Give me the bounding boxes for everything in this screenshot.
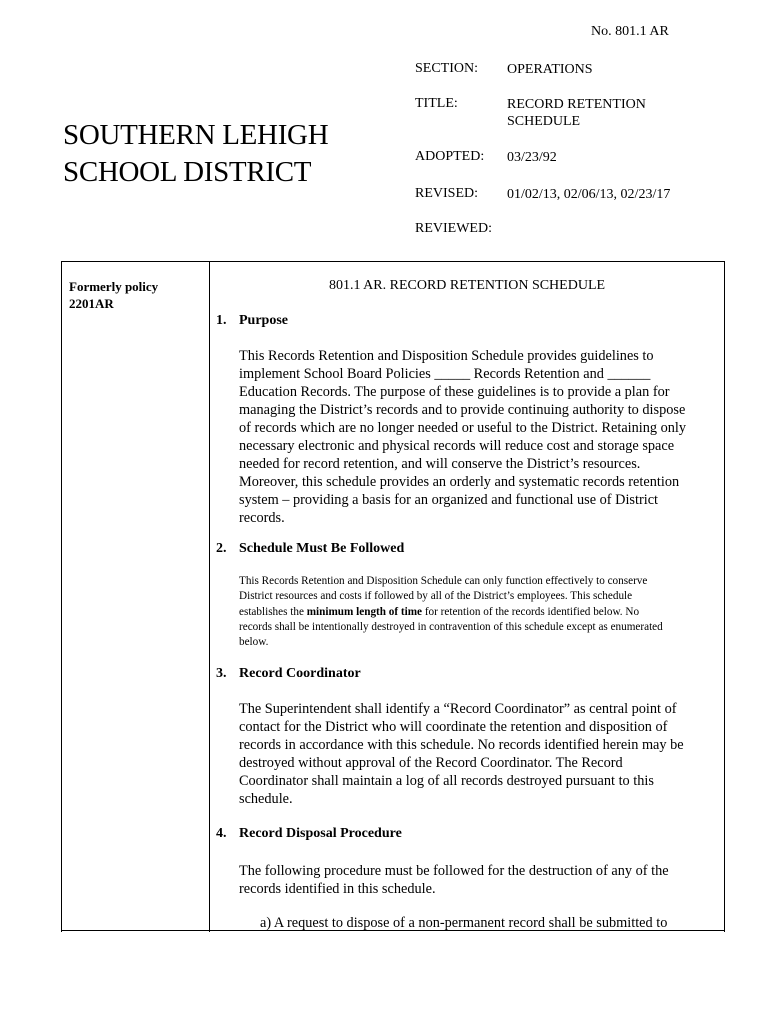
section-2-line bbox=[239, 605, 719, 620]
column-divider bbox=[209, 261, 210, 932]
formerly-policy-line2: 2201AR bbox=[69, 296, 114, 311]
section-1-number: 1. bbox=[216, 313, 227, 328]
section-2-number: 2. bbox=[216, 541, 227, 556]
section-2-title: Schedule Must Be Followed bbox=[239, 541, 405, 556]
section-4-line: records identified in this schedule. bbox=[239, 881, 436, 897]
section-1-paragraph bbox=[239, 347, 719, 527]
section-3-line: destroyed without approval of the Record Coordinator. The Record bbox=[239, 755, 623, 771]
section-4-line: The following procedure must be followed for the destruction of any of the bbox=[239, 863, 669, 879]
section-3-line: Coordinator shall maintain a log of all records destroyed pursuant to this bbox=[239, 773, 654, 789]
section-3-line: records in accordance with this schedule. No records identified herein may be bbox=[239, 737, 684, 753]
title-value-line1: RECORD RETENTION bbox=[507, 97, 646, 112]
district-name bbox=[63, 117, 383, 191]
title-value-line2: SCHEDULE bbox=[507, 114, 581, 129]
document-heading: 801.1 AR. RECORD RETENTION SCHEDULE bbox=[328, 278, 606, 293]
reviewed-label: REVIEWED: bbox=[415, 221, 492, 236]
section-value: OPERATIONS bbox=[507, 62, 593, 77]
section-1-line: needed for record retention, and will conserve the District’s resources. bbox=[239, 456, 641, 472]
section-label: SECTION: bbox=[415, 61, 478, 76]
section-3-number: 3. bbox=[216, 666, 227, 681]
document-number: No. 801.1 AR bbox=[591, 24, 669, 39]
section-1-line: Education Records. The purpose of these guidelines is to provide a plan for bbox=[239, 384, 670, 400]
section-1-title: Purpose bbox=[239, 313, 288, 328]
revised-value: 01/02/13, 02/06/13, 02/23/17 bbox=[507, 187, 671, 202]
section-4-title: Record Disposal Procedure bbox=[239, 826, 402, 841]
section-3-line: contact for the District who will coordinate the retention and disposition of bbox=[239, 719, 668, 735]
section-4-number: 4. bbox=[216, 826, 227, 841]
section-1-line: necessary electronic and physical records will reduce cost and storage space bbox=[239, 438, 675, 454]
section-2-line: District resources and costs if followed by all of the District’s employees. This schedule bbox=[239, 590, 633, 603]
section-2-line: records shall be intentionally destroyed in contravention of this schedule except as enumerated bbox=[239, 620, 663, 633]
section-2-paragraph bbox=[239, 574, 719, 650]
adopted-value: 03/23/92 bbox=[507, 150, 557, 165]
section-1-line: Moreover, this schedule provides an orderly and systematic records retention bbox=[239, 474, 680, 490]
adopted-label: ADOPTED: bbox=[415, 149, 485, 164]
district-name-line1: SOUTHERN LEHIGH bbox=[63, 119, 329, 151]
section-4-paragraph bbox=[239, 862, 719, 898]
section-1-line: managing the District’s records and to provide continuing authority to dispose bbox=[239, 402, 686, 418]
section-2-line3-pre: establishes the bbox=[239, 605, 307, 618]
section-4-sub-item-a: a) A request to dispose of a non-permanent record shall be submitted to bbox=[260, 915, 668, 931]
section-3-line: The Superintendent shall identify a “Record Coordinator” as central point of bbox=[239, 701, 677, 717]
section-1-line: This Records Retention and Disposition Schedule provides guidelines to bbox=[239, 348, 654, 364]
revised-label: REVISED: bbox=[415, 186, 478, 201]
section-2-line3-post: for retention of the records identified below. No bbox=[422, 605, 640, 618]
title-label: TITLE: bbox=[415, 96, 458, 111]
title-value bbox=[507, 96, 646, 130]
minimum-length-emphasis: minimum length of time bbox=[306, 605, 423, 618]
section-1-line: system – providing a basis for an organized and functional use of District bbox=[239, 492, 659, 508]
section-2-line: below. bbox=[239, 636, 269, 649]
section-1-line: of records which are no longer needed or useful to the District. Retaining only bbox=[239, 420, 687, 436]
district-name-line2: SCHOOL DISTRICT bbox=[63, 156, 312, 188]
formerly-policy-note bbox=[69, 278, 199, 312]
section-1-line: implement School Board Policies _____ Records Retention and ______ bbox=[239, 366, 651, 382]
section-3-title: Record Coordinator bbox=[239, 666, 361, 681]
formerly-policy-line1: Formerly policy bbox=[69, 279, 159, 294]
section-1-line: records. bbox=[239, 510, 285, 526]
section-3-line: schedule. bbox=[239, 791, 293, 807]
section-3-paragraph bbox=[239, 700, 719, 808]
section-2-line: This Records Retention and Disposition Schedule can only function effectively to conserve bbox=[239, 575, 648, 587]
